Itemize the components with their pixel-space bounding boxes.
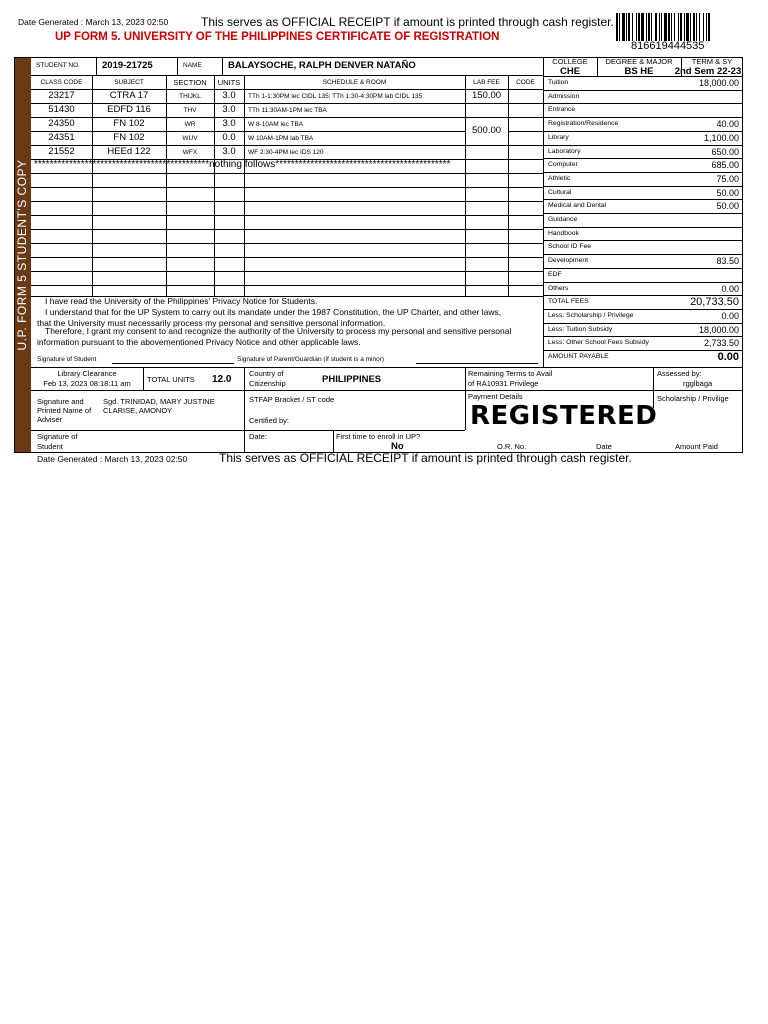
- fee-label: Laboratory: [548, 147, 581, 155]
- class-code: 24351: [48, 132, 75, 143]
- fee-amount: 75.00: [716, 173, 739, 184]
- class-schedule: W 8-10AM lec TBA: [248, 121, 304, 128]
- class-schedule: W 10AM-1PM lab TBA: [248, 135, 314, 142]
- class-lab-fee: 150.00: [471, 90, 502, 101]
- sig-student-label: Signature of: [37, 432, 78, 441]
- adviser-name: Sgd. TRINIDAD, MARY JUSTINE: [103, 397, 215, 406]
- fee-label: School ID Fee: [548, 243, 592, 251]
- class-subject: FN 102: [113, 132, 145, 143]
- fee-label: Computer: [548, 161, 578, 169]
- fee-label: Others: [548, 284, 569, 292]
- name-label: NAME: [183, 62, 202, 69]
- class-subject: HEEd 122: [107, 146, 151, 157]
- class-units: 3.0: [222, 90, 236, 101]
- col-section: SECTION: [173, 78, 207, 87]
- country-label: Citizenship: [249, 379, 286, 388]
- remaining-terms-label: of RA10931 Privilege: [468, 379, 539, 388]
- class-code: 23217: [48, 90, 75, 101]
- certified-label: Certified by:: [249, 416, 290, 425]
- nothing-follows: *********************************************nothing follows*********************************************: [34, 160, 451, 170]
- fee-label: Less: Tuition Subsidy: [548, 325, 613, 333]
- payment-details-label: Payment Details: [468, 392, 523, 401]
- fee-amount: 0.00: [717, 351, 739, 363]
- class-subject: EDFD 116: [107, 104, 151, 115]
- total-units-label: TOTAL UNITS: [147, 375, 195, 384]
- amount-paid-label: Amount Paid: [675, 442, 718, 451]
- adviser-label: Adviser: [37, 415, 63, 424]
- barcode-number: 816619444535: [631, 40, 705, 52]
- form-title: UP FORM 5. UNIVERSITY OF THE PHILIPPINES CERTIFICATE OF REGISTRATION: [55, 31, 500, 43]
- student-no-label: STUDENT NO.: [36, 62, 80, 69]
- fee-amount: 685.00: [711, 160, 739, 171]
- library-clearance-label: Library Clearance: [57, 369, 117, 378]
- fee-label: Guidance: [548, 216, 578, 223]
- college: CHE: [559, 66, 581, 77]
- fee-label: Registration/Residence: [548, 120, 619, 128]
- barcode-icon: [616, 13, 746, 41]
- fee-amount: 20,733.50: [690, 296, 739, 309]
- fee-label: Less: Scholarship / Privilege: [548, 311, 634, 319]
- signature-student-label: Signature of Student: [37, 356, 97, 363]
- adviser-name: CLARISE, AMONOY: [103, 406, 173, 415]
- date-label: Date:: [249, 432, 267, 441]
- col-code: CODE: [516, 79, 535, 86]
- class-section: WUV: [182, 135, 198, 142]
- class-section: THIJKL: [179, 93, 201, 100]
- scholarship-label: Scholarship / Privilige: [657, 394, 729, 403]
- class-schedule: TTh 11:30AM-1PM lec TBA: [248, 107, 327, 114]
- student-no: 2019-21725: [102, 60, 153, 71]
- fee-label: Cultural: [548, 188, 572, 196]
- total-units: 12.0: [212, 374, 232, 385]
- fee-amount: 50.00: [716, 201, 739, 212]
- fee-label: Development: [548, 257, 589, 265]
- adviser-label: Signature and: [37, 397, 84, 406]
- class-lab-fee: 500.00: [471, 125, 502, 136]
- fee-label: EDF: [548, 270, 562, 278]
- class-code: 24350: [48, 118, 75, 129]
- col-subject: SUBJECT: [114, 79, 144, 86]
- fee-label: AMOUNT PAYABLE: [548, 353, 609, 360]
- class-units: 3.0: [222, 104, 236, 115]
- privacy-line: information pursuant to the abovementioned Privacy Notice and other applicable laws.: [37, 337, 361, 347]
- sig-student-label: Student: [37, 442, 63, 451]
- class-schedule: TTh 1-1:30PM lec CIDL 135; TTh 1:30-4:30PM lab CIDL 135: [248, 93, 423, 100]
- fee-amount: 0.00: [721, 283, 739, 294]
- fee-amount: 1,100.00: [703, 132, 739, 143]
- class-section: THV: [183, 107, 197, 114]
- class-code: 51430: [48, 104, 75, 115]
- assessed-by-label: Assessed by:: [657, 369, 702, 378]
- date-generated: Date Generated : March 13, 2023 02:50: [18, 17, 169, 27]
- library-clearance-date: Feb 13, 2023 08:18:11 am: [43, 379, 131, 388]
- privacy-line: that the University must necessarily process my personal and sensitive personal information.: [37, 318, 386, 328]
- degree: BS HE: [624, 66, 654, 77]
- fee-amount: 650.00: [711, 146, 739, 157]
- footer-receipt-note: This serves as OFFICIAL RECEIPT if amount is printed through cash register.: [219, 451, 632, 465]
- side-label: U.P. FORM 5 STUDENT'S COPY: [15, 159, 29, 351]
- country: PHILIPPINES: [322, 374, 382, 385]
- fee-amount: 2,733.50: [703, 338, 739, 349]
- col-schedule: SCHEDULE & ROOM: [322, 79, 387, 86]
- or-no-label: O.R. No.: [497, 442, 527, 451]
- class-section: WR: [184, 121, 196, 128]
- privacy-line: I have read the University of the Philippines' Privacy Notice for Students.: [45, 296, 318, 306]
- stfap-label: STFAP Bracket / ST code: [249, 395, 335, 404]
- fee-label: Less: Other School Fees Subsidy: [548, 339, 649, 347]
- fee-amount: 0.00: [721, 310, 739, 321]
- college-label: COLLEGE: [552, 57, 588, 66]
- class-code: 21552: [48, 146, 75, 157]
- class-schedule: WF 2:30-4PM lec IDS 120: [248, 149, 324, 156]
- privacy-line: I understand that for the UP System to carry out its mandate under the 1987 Constitution, the UP Charter, and other laws,: [45, 307, 502, 317]
- fee-label: Entrance: [548, 106, 576, 114]
- first-time-label: First time to enroll in UP?: [336, 432, 421, 441]
- registered-stamp: REGISTERED: [470, 401, 658, 431]
- fee-amount: 40.00: [716, 119, 739, 130]
- class-units: 0.0: [222, 132, 236, 143]
- fee-label: Medical and Dental: [548, 202, 607, 210]
- fee-label: Handbook: [548, 229, 579, 237]
- fee-label: TOTAL FEES: [548, 298, 589, 306]
- fee-label: Library: [548, 133, 569, 141]
- receipt-note: This serves as OFFICIAL RECEIPT if amount is printed through cash register.: [201, 15, 614, 29]
- first-time: No: [391, 441, 404, 452]
- fee-amount: 50.00: [716, 187, 739, 198]
- term: 2nd Sem 22-23: [674, 66, 742, 77]
- student-name: BALAYSOCHE, RALPH DENVER NATAÑO: [228, 60, 416, 71]
- fee-amount: 83.50: [716, 256, 739, 267]
- assessed-by: rgglbaga: [683, 379, 713, 388]
- class-units: 3.0: [222, 118, 236, 129]
- fee-amount: 18,000.00: [698, 324, 739, 335]
- col-lab-fee: LAB FEE: [473, 79, 500, 86]
- degree-label: DEGREE & MAJOR: [605, 57, 673, 66]
- footer-date-generated: Date Generated : March 13, 2023 02:50: [37, 454, 188, 464]
- fee-label: Athletic: [548, 174, 571, 182]
- class-subject: CTRA 17: [109, 90, 149, 101]
- fee-amount: 18,000.00: [698, 78, 739, 88]
- class-section: WFX: [182, 149, 198, 156]
- fee-label: Tuition: [548, 79, 569, 86]
- class-units: 3.0: [222, 146, 236, 157]
- remaining-terms-label: Remaining Terms to Avail: [468, 369, 553, 378]
- fee-label: Admission: [548, 92, 580, 100]
- date-col-label: Date: [596, 442, 612, 451]
- col-class-code: CLASS CODE: [40, 79, 83, 86]
- term-label: TERM & SY: [691, 57, 733, 66]
- class-subject: FN 102: [113, 118, 145, 129]
- signature-parent-label: Signature of Parent/Guardian (if student is a minor): [237, 356, 385, 363]
- col-units: UNITS: [217, 78, 241, 87]
- privacy-line: Therefore, I grant my consent to and recognize the authority of the University to process my personal and sensitive personal: [45, 326, 512, 336]
- adviser-label: Printed Name of: [37, 406, 92, 415]
- country-label: Country of: [249, 369, 284, 378]
